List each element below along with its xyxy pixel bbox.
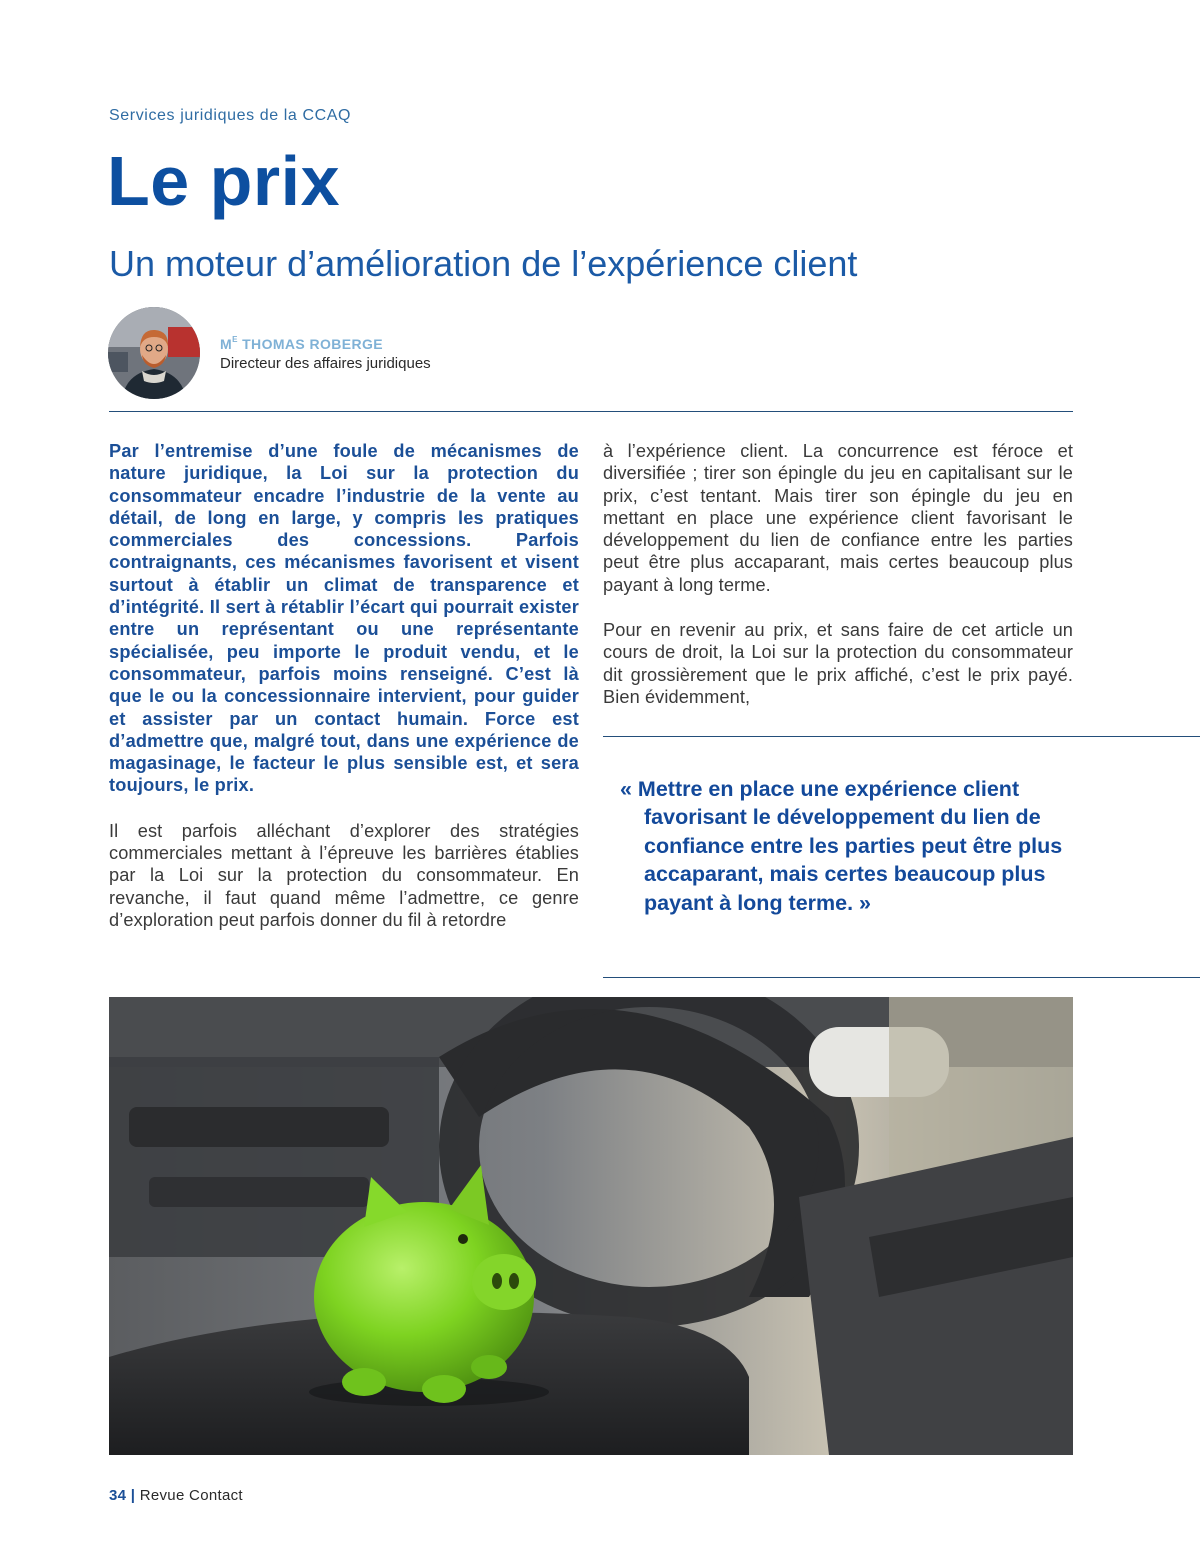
article-lead: Par l’entremise d’une foule de mécanismes de nature juridique, la Loi sur la protection du consommateur encadre l’industrie de la vente au détail, de long en large, y compris les pratiques commerciales des concessions. Parfois contraignants, ces mécanismes favorisent et visent surtout à établir un climat de transparence et d’intégrité. Il sert à rétablir l’écart qui pourrait exister entre un représentant ou une représentante spécialisée, peu importe le produit vendu, et le consommateur, parfois moins renseigné. C’est là que le ou la concessionnaire intervient, pour guider et assister par un contact humain. Force est d’admettre que, malgré tout, dans une expérience de magasinage, le facteur le plus sensible est, et sera toujours, le prix. (109, 441, 579, 796)
author-name: $M^E$ THOMAS ROBERGE (220, 335, 384, 352)
page-subtitle: Un moteur d’amélioration de l’expérience client (109, 243, 858, 284)
article-paragraph-continued: à l’expérience client. La concurrence est féroce et diversifiée ; tirer son épingle du jeu en capitalisant sur le prix, c’est tentant. Mais tirer son épingle du jeu en mettant en place une expérience client favorisant le développement du lien de confiance entre les parties peut être plus accaparant, mais certes beaucoup plus payant à long terme. (603, 441, 1073, 595)
pullquote-divider-top (603, 736, 1200, 737)
article-paragraph: Il est parfois alléchant d’explorer des stratégies commerciales mettant à l’épreuve les barrières établies par la Loi sur la protection du consommateur. En revanche, il faut quand même l’admettre, ce genre d’exploration peut parfois donner du fil à retordre (109, 820, 579, 930)
header-divider (109, 411, 1073, 412)
page-number: 34 (109, 1487, 127, 1504)
section-kicker: Services juridiques de la CCAQ (109, 107, 352, 124)
pullquote-divider-bottom (603, 977, 1200, 978)
publication-name: Revue Contact (139, 1487, 243, 1504)
page-title: Le prix (107, 142, 341, 220)
author-role: Directeur des affaires juridiques (220, 355, 431, 372)
pullquote: « Mettre en place une expérience client favorisant le développement du lien de confiance entre les parties peut être plus accaparant, mais certes beaucoup plus payant à long terme. » (620, 777, 1063, 915)
article-column-left (109, 440, 579, 931)
article-paragraph: Pour en revenir au prix, et sans faire de cet article un cours de droit, la Loi sur la protection du consommateur dit grossièrement que le prix affiché, c’est le prix payé. Bien évidemment, (603, 620, 1073, 707)
article-column-right (603, 440, 1073, 708)
author-avatar (108, 307, 200, 399)
footer-separator: | (130, 1487, 136, 1504)
page-footer (109, 1487, 243, 1504)
piggy-bank-car-photo (109, 997, 1073, 1455)
